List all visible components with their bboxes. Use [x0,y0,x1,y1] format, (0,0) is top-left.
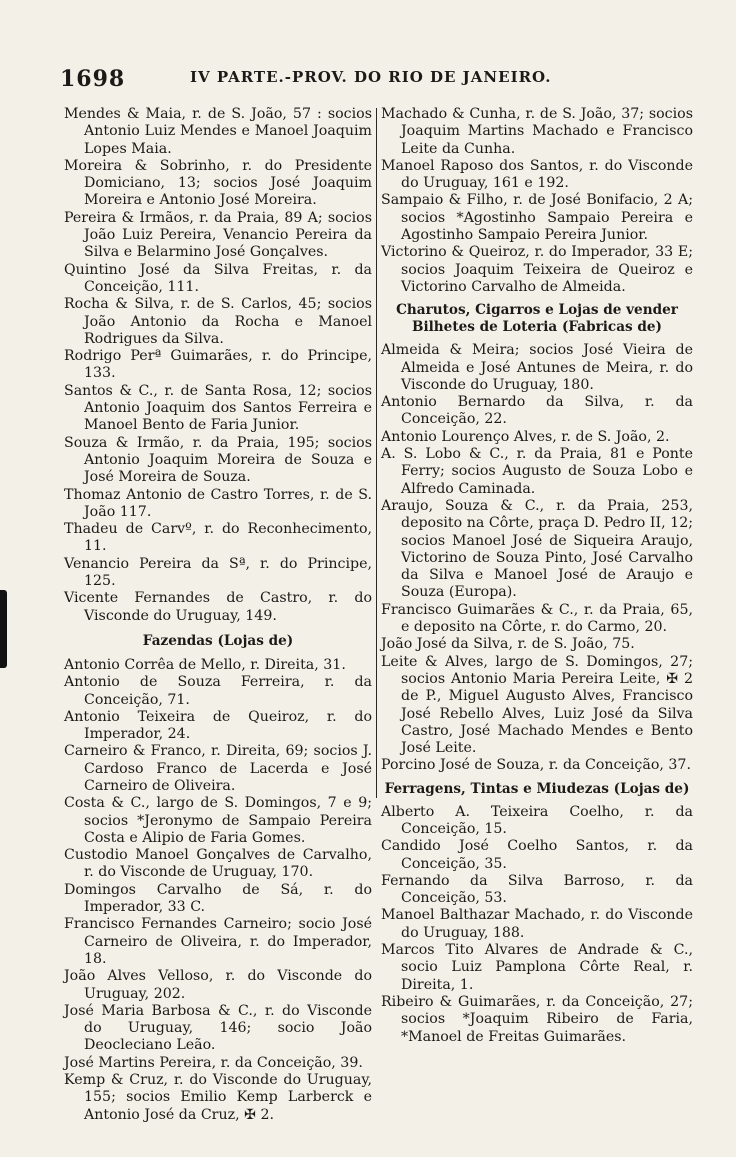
section-heading-ferragens: Ferragens, Tintas e Miudezas (Lojas de) [384,780,690,797]
directory-entry: Sampaio & Filho, r. de José Bonifacio, 2 A; socios *Agostinho Sampaio Pereira e Agostinho Sampaio Pereira Junior. [381,192,693,244]
right-column [381,106,693,1046]
right-entries-bottom [381,804,693,1046]
directory-entry: Fernando da Silva Barroso, r. da Conceição, 53. [381,872,693,907]
directory-entry: João José da Silva, r. de S. João, 75. [381,636,635,653]
directory-entry: Moreira & Sobrinho, r. do Presidente Domiciano, 13; socios José Joaquim Moreira e Antonio José Moreira. [64,157,372,209]
directory-entry: Manoel Balthazar Machado, r. do Visconde do Uruguay, 188. [381,907,693,941]
directory-entry: Rodrigo Perª Guimarães, r. do Principe, 133. [64,348,372,382]
directory-entry: Custodio Manoel Gonçalves de Carvalho, r. do Visconde de Uruguay, 170. [64,847,372,881]
directory-entry: Manoel Raposo dos Santos, r. do Visconde do Uruguay, 161 e 192. [381,157,693,192]
directory-entry: Alberto A. Teixeira Coelho, r. da Conceição, 15. [381,803,693,837]
directory-entry: Thadeu de Carvº, r. do Reconhecimento, 11. [64,521,372,555]
directory-entry: Araujo, Souza & C., r. da Praia, 253, deposito na Côrte, praça D. Pedro II, 12; socios Manoel José de Siqueira Araujo, Victorino de Souza Pinto, José Carvalho da Silva e Manoel José de Araujo e Souza (Europa). [381,497,693,601]
section-heading-charutos: Charutos, Cigarros e Lojas de vender Bilhetes de Loteria (Fabricas de) [396,302,678,336]
directory-entry: Rocha & Silva, r. de S. Carlos, 45; socios João Antonio da Rocha e Manoel Rodrigues da Silva. [64,296,372,347]
directory-entry: Souza & Irmão, r. da Praia, 195; socios Antonio Joaquim Moreira de Souza e José Moreira de Souza. [64,434,372,486]
directory-entry: Quintino José da Silva Freitas, r. da Conceição, 111. [64,261,372,295]
directory-entry: Leite & Alves, largo de S. Domingos, 27; socios Antonio Maria Pereira Leite, ✠ 2 de P., Miguel Augusto Alves, Francisco José Rebello Alves, Luiz José da Silva Castro, José Machado Mendes e Bento José Leite. [381,653,693,757]
directory-entry: A. S. Lobo & C., r. da Praia, 81 e Ponte Ferry; socios Augusto de Souza Lobo e Alfredo Caminada. [381,446,693,497]
directory-entry: Mendes & Maia, r. de S. João, 57 : socios Antonio Luiz Mendes e Manoel Joaquim Lopes Maia. [64,106,372,157]
directory-entry: Venancio Pereira da Sª, r. do Principe, 125. [64,555,372,590]
directory-entry: Kemp & Cruz, r. do Visconde do Uruguay, 155; socios Emilio Kemp Larberck e Antonio José da Cruz, ✠ 2. [64,1072,372,1123]
directory-entry: Santos & C., r. de Santa Rosa, 12; socios Antonio Joaquim dos Santos Ferreira e Manoel Bento de Faria Junior. [64,382,372,434]
directory-entry: José Martins Pereira, r. da Conceição, 39. [64,1054,363,1071]
directory-entry: Pereira & Irmãos, r. da Praia, 89 A; socios João Luiz Pereira, Venancio Pereira da Silva e Belarmino José Gonçalves. [64,209,372,261]
page-number: 1698 [60,66,126,92]
directory-entry: Antonio Bernardo da Silva, r. da Conceição, 22. [381,394,693,428]
right-entries-middle [381,342,693,774]
directory-entry: José Maria Barbosa & C., r. do Visconde do Uruguay, 146; socio João Deocleciano Leão. [64,1002,372,1054]
directory-entry: Antonio Teixeira de Queiroz, r. do Imperador, 24. [64,708,372,743]
directory-entry: Francisco Guimarães & C., r. da Praia, 65, e deposito na Côrte, r. do Carmo, 20. [381,601,693,636]
right-entries-top [381,106,693,296]
directory-entry: Domingos Carvalho de Sá, r. do Imperador, 33 C. [64,881,372,916]
left-entries-bottom [64,657,372,1124]
directory-entry: Machado & Cunha, r. de S. João, 37; socios Joaquim Martins Machado e Francisco Leite da Cunha. [381,106,693,157]
directory-entry: Porcino José de Souza, r. da Conceição, 37. [381,757,691,774]
directory-entry: Antonio Corrêa de Mello, r. Direita, 31. [64,656,346,673]
directory-entry: Francisco Fernandes Carneiro; socio José Carneiro de Oliveira, r. do Imperador, 18. [64,916,372,967]
left-column [64,106,372,1124]
directory-entry: Almeida & Meira; socios José Vieira de Almeida e José Antunes de Meira, r. do Visconde do Uruguay, 180. [381,342,693,393]
directory-entry: Vicente Fernandes de Castro, r. do Visconde do Uruguay, 149. [64,590,372,624]
section-heading-fazendas: Fazendas (Lojas de) [142,632,294,649]
directory-entry: Carneiro & Franco, r. Direita, 69; socios J. Cardoso Franco de Lacerda e José Carneiro de Oliveira. [64,743,372,794]
directory-entry: Thomaz Antonio de Castro Torres, r. de S. João 117. [64,486,372,520]
column-divider [376,108,377,798]
directory-entry: Ribeiro & Guimarães, r. da Conceição, 27; socios *Joaquim Ribeiro de Faria, *Manoel de Freitas Guimarães. [381,993,693,1045]
directory-entry: Candido José Coelho Santos, r. da Conceição, 35. [381,838,693,872]
binding-mark [0,590,7,668]
running-head: IV PARTE.-PROV. DO RIO DE JANEIRO. [190,68,552,86]
directory-entry: Marcos Tito Alvares de Andrade & C., socio Luiz Pamplona Côrte Real, r. Direita, 1. [381,942,693,993]
directory-entry: Antonio Lourenço Alves, r. de S. João, 2. [381,428,670,445]
directory-entry: Antonio de Souza Ferreira, r. da Conceição, 71. [64,674,372,708]
directory-entry: Costa & C., largo de S. Domingos, 7 e 9; socios *Jeronymo de Sampaio Pereira Costa e Alipio de Faria Gomes. [64,795,372,846]
page-header [60,64,720,94]
directory-entry: Victorino & Queiroz, r. do Imperador, 33 E; socios Joaquim Teixeira de Queiroz e Victorino Carvalho de Almeida. [381,244,693,295]
directory-entry: João Alves Velloso, r. do Visconde do Uruguay, 202. [64,968,372,1002]
left-entries-top [64,106,372,625]
